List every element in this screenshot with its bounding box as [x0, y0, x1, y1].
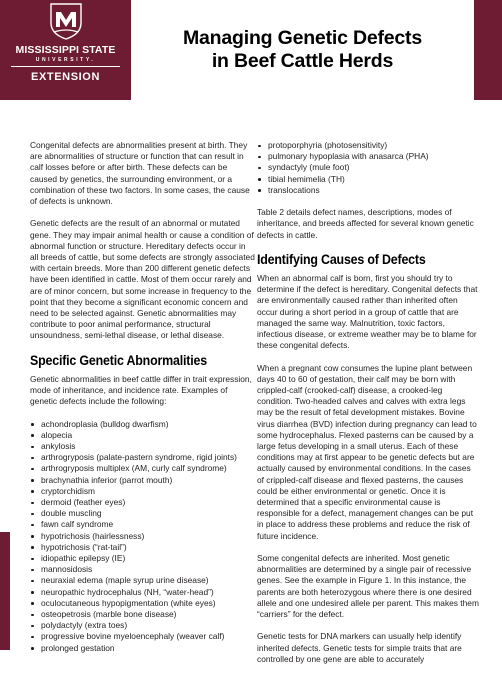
- list-item: tibial hemimelia (TH): [257, 174, 479, 185]
- logo-divider: [11, 66, 120, 67]
- list-item: hypotrichosis (hairlessness): [30, 531, 255, 542]
- logo-extension: EXTENSION: [31, 71, 100, 83]
- body-paragraph: When an abnormal calf is born, first you should try to determine if the defect is hereditary. Congenital defects that are environmentally caused rather than inherited often occur during a short period in a group of cattle that are managed the same way. Malnutrition, toxic factors, infectious disease, or extreme weather may be to blame for these congenital defects.: [257, 273, 478, 351]
- table-reference-paragraph: Table 2 details defect names, descriptions, modes of inheritance, and breeds affected for several known genetic defects in cattle.: [257, 207, 474, 240]
- title-line-1: Managing Genetic Defects: [182, 27, 422, 49]
- list-item: cryptorchidism: [30, 486, 255, 497]
- list-item: dermoid (feather eyes): [30, 497, 255, 508]
- list-item: fawn calf syndrome: [30, 519, 255, 530]
- logo-university: UNIVERSITY.: [35, 57, 96, 63]
- title-line-2: in Beef Cattle Herds: [211, 50, 394, 72]
- logo-name: MISSISSIPPI STATE: [15, 44, 116, 56]
- list-item: neuraxial edema (maple syrup urine disease): [30, 575, 255, 586]
- list-item: prolonged gestation: [30, 643, 255, 654]
- list-item: alopecia: [30, 430, 255, 441]
- list-item: arthrogryposis (palate-pastern syndrome, rigid joints): [30, 452, 255, 463]
- intro-paragraph: Genetic defects are the result of an abnormal or mutated gene. They may impair animal health or cause a condition of abnormal function or structure. Hereditary defects occur in all breeds of cattle, but some defects are strongly associated with certain breeds. More than 200 different genetic defects have been identified in cattle. Most of them occur rarely and are of minor concern, but some increase in frequency to the point that they become a significant economic concern and need to be selected against. Genetic abnormalities may contribute to poor animal performance, structural unsoundness, semi-lethal disease, or lethal disease.: [30, 218, 255, 341]
- section-paragraph: Genetic abnormalities in beef cattle differ in trait expression, mode of inheritance, and incidence rate. Examples of genetic defects include the following:: [30, 373, 252, 407]
- defect-list-continued: [257, 140, 479, 196]
- body-paragraph: When a pregnant cow consumes the lupine plant between days 40 to 60 of gestation, their calf may be born with crippled-calf (crooked-calf) disease, a crooked-leg condition. Two-headed calves and calves with extra legs may be the result of fetal development mistakes. Bovine virus diarrhea (BVD) infection during pregnancy can lead to some hydrocephalus. Flexed pasterns can be caused by a large fetus developing in a small uterus. Each of these conditions may at first appear to be genetic defects but are actually caused by environmental conditions. In the cases of crippled-calf disease and flexed pasterns, the causes could be either environmental or genetic. Once it is determined that a specific environmental cause is responsible for a defect, management changes can be put in place to address these problems and reduce the risk of future incidence.: [257, 362, 477, 541]
- list-item: achondroplasia (bulldog dwarfism): [30, 419, 255, 430]
- list-item: arthrogryposis multiplex (AM, curly calf syndrome): [30, 463, 255, 474]
- list-item: brachynathia inferior (parrot mouth): [30, 475, 255, 486]
- section-heading-specific-abnormalities: Specific Genetic Abnormalities: [30, 352, 207, 368]
- list-item: idiopathic epilepsy (IE): [30, 553, 255, 564]
- list-item: neuropathic hydrocephalus (NH, “water-head”): [30, 587, 255, 598]
- right-column: [257, 140, 479, 676]
- list-item: osteopetrosis (marble bone disease): [30, 609, 255, 620]
- left-column: [30, 140, 255, 665]
- list-item: translocations: [257, 185, 479, 196]
- list-item: oculocutaneous hypopigmentation (white eyes): [30, 598, 255, 609]
- body-paragraph: Genetic tests for DNA markers can usually help identify inherited defects. Genetic tests for simple traits that are controlled by one gene are able to accurately: [257, 631, 462, 664]
- page-title: [131, 27, 474, 73]
- intro-paragraph: Congenital defects are abnormalities present at birth. They are abnormalities of structure or function that can result in calf losses before or after birth. These defects can be caused by genetics, the surrounding environment, or a combination of these two factors. In some cases, the cause of defects is unknown.: [30, 140, 250, 207]
- list-item: pulmonary hypoplasia with anasarca (PHA): [257, 151, 479, 162]
- msu-monogram-icon: [50, 3, 82, 40]
- section-heading-identifying-causes: Identifying Causes of Defects: [257, 252, 426, 267]
- list-item: ankylosis: [30, 441, 255, 452]
- list-item: hypotrichosis (“rat-tail”): [30, 542, 255, 553]
- body-paragraph: Some congenital defects are inherited. Most genetic abnormalities are determined by a single pair of recessive genes. See the example in Figure 1. In this instance, the parents are both heterozygous where there is one desired allele and one undesired allele per parent. This makes them “carriers” for the defect.: [257, 553, 479, 620]
- list-item: double muscling: [30, 508, 255, 519]
- list-item: syndactyly (mule foot): [257, 162, 479, 173]
- left-accent-bar: [0, 532, 10, 650]
- top-right-accent-bar: [474, 0, 502, 100]
- msu-extension-logo: [0, 0, 131, 100]
- defect-list: [30, 419, 255, 654]
- list-item: protoporphyria (photosensitivity): [257, 140, 479, 151]
- list-item: polydactyly (extra toes): [30, 620, 255, 631]
- list-item: mannosidosis: [30, 564, 255, 575]
- list-item: progressive bovine myeloencephaly (weaver calf): [30, 631, 255, 642]
